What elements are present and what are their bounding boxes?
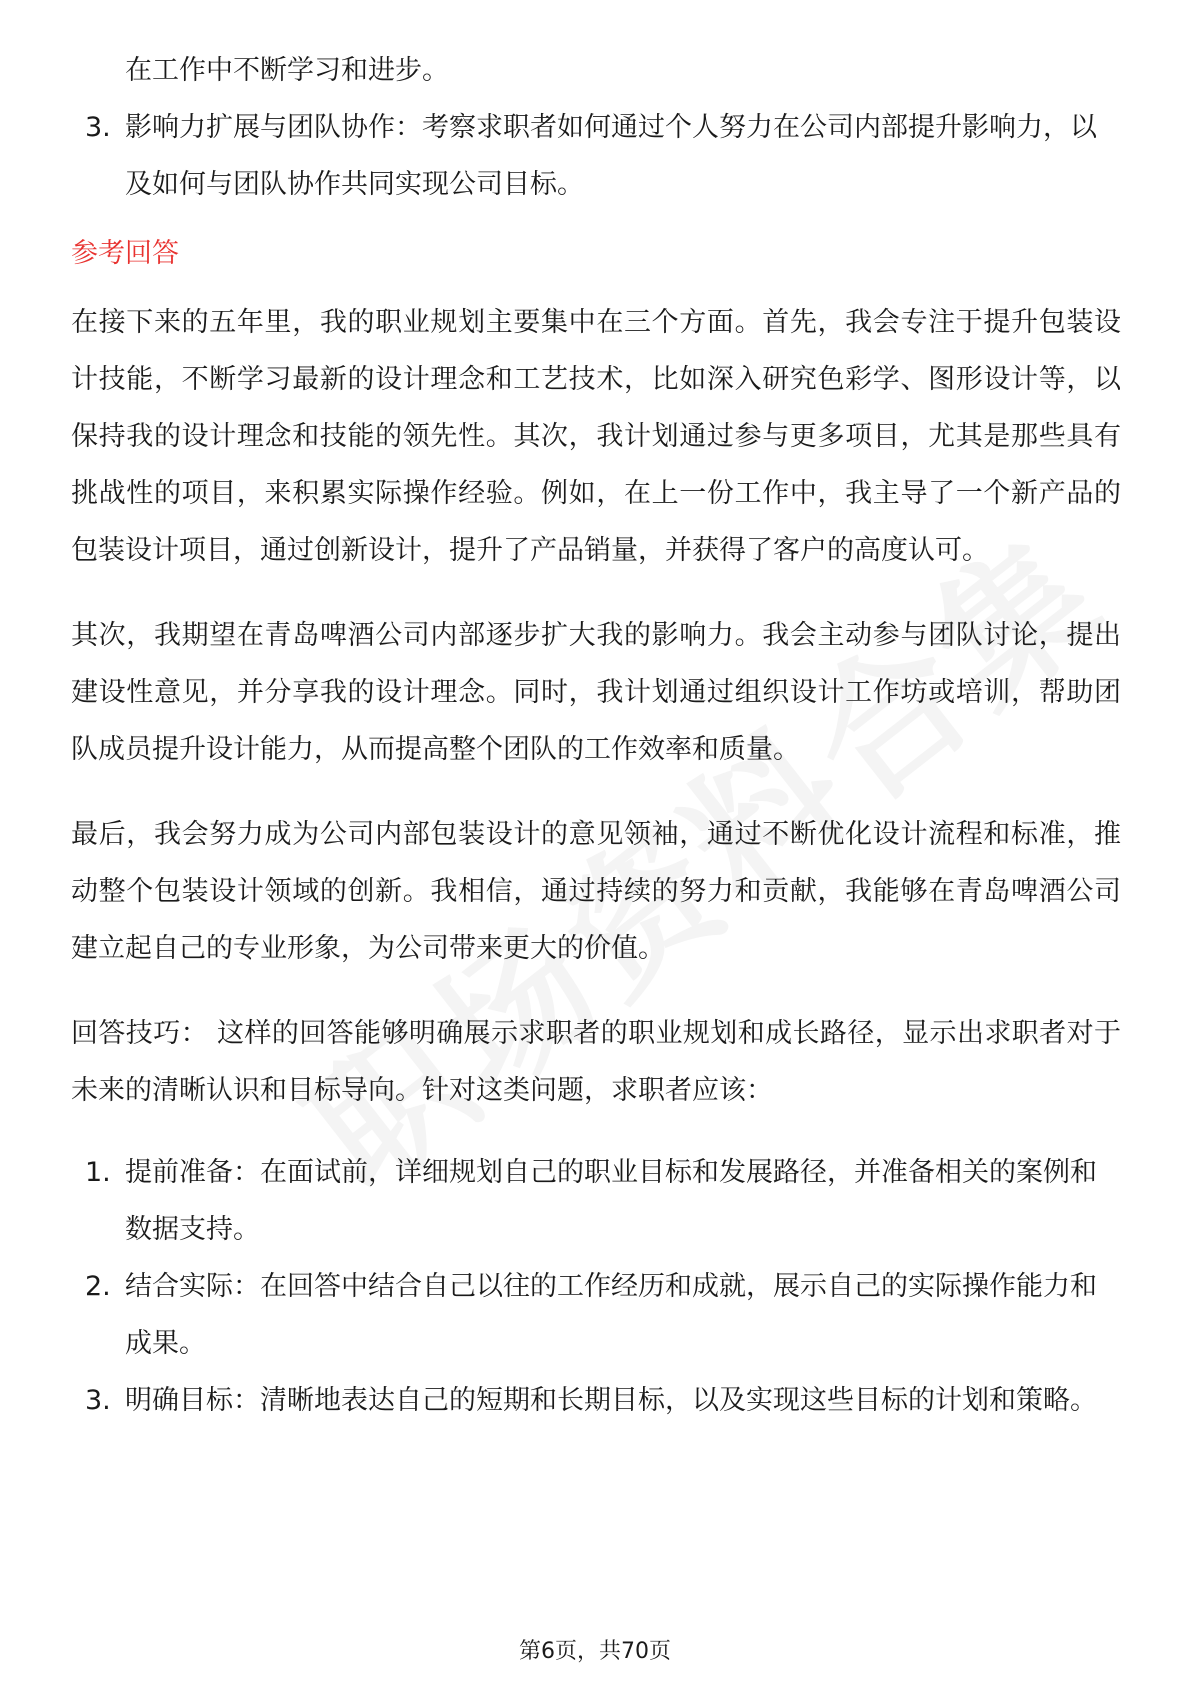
list-item-number: 3. xyxy=(85,112,111,143)
list-item xyxy=(71,1258,1121,1372)
section-title: 参考回答 xyxy=(71,238,179,269)
list-item xyxy=(71,99,1121,213)
list-item xyxy=(71,1372,1121,1429)
answer-paragraph: 其次，我期望在青岛啤酒公司内部逐步扩大我的影响力。我会主动参与团队讨论，提出建设性意见，并分享我的设计理念。同时，我计划通过组织设计工作坊或培训，帮助团队成员提升设计能力，从而提高整个团队的工作效率和质量。 xyxy=(71,620,1121,765)
continued-list-text: 在工作中不断学习和进步。 xyxy=(125,55,449,86)
tips-list xyxy=(71,1144,1121,1429)
list-item-text: 明确目标：清晰地表达自己的短期和长期目标，以及实现这些目标的计划和策略。 xyxy=(125,1385,1097,1416)
answer-paragraph: 最后，我会努力成为公司内部包装设计的意见领袖，通过不断优化设计流程和标准，推动整个包装设计领域的创新。我相信，通过持续的努力和贡献，我能够在青岛啤酒公司建立起自己的专业形象，为公司带来更大的价值。 xyxy=(71,819,1121,964)
list-item-text: 提前准备：在面试前，详细规划自己的职业目标和发展路径，并准备相关的案例和数据支持。 xyxy=(125,1157,1097,1245)
list-item-text: 影响力扩展与团队协作：考察求职者如何通过个人努力在公司内部提升影响力，以及如何与团队协作共同实现公司目标。 xyxy=(125,112,1097,200)
page-content xyxy=(71,42,1121,1429)
answer-paragraph: 在接下来的五年里，我的职业规划主要集中在三个方面。首先，我会专注于提升包装设计技能，不断学习最新的设计理念和工艺技术，比如深入研究色彩学、图形设计等，以保持我的设计理念和技能的领先性。其次，我计划通过参与更多项目，尤其是那些具有挑战性的项目，来积累实际操作经验。例如，在上一份工作中，我主导了一个新产品的包装设计项目，通过创新设计，提升了产品销量，并获得了客户的高度认可。 xyxy=(71,307,1121,566)
list-item-text: 结合实际：在回答中结合自己以往的工作经历和成就，展示自己的实际操作能力和成果。 xyxy=(125,1271,1097,1359)
page-footer: 第6页，共70页 xyxy=(519,1639,671,1664)
list-item-number: 3. xyxy=(85,1385,111,1416)
evaluation-points-list xyxy=(71,99,1121,213)
list-item-number: 2. xyxy=(85,1271,111,1302)
tips-paragraph: 回答技巧： 这样的回答能够明确展示求职者的职业规划和成长路径，显示出求职者对于未来的清晰认识和目标导向。针对这类问题，求职者应该： xyxy=(71,1018,1121,1106)
list-item xyxy=(71,1144,1121,1258)
list-item-number: 1. xyxy=(85,1157,111,1188)
